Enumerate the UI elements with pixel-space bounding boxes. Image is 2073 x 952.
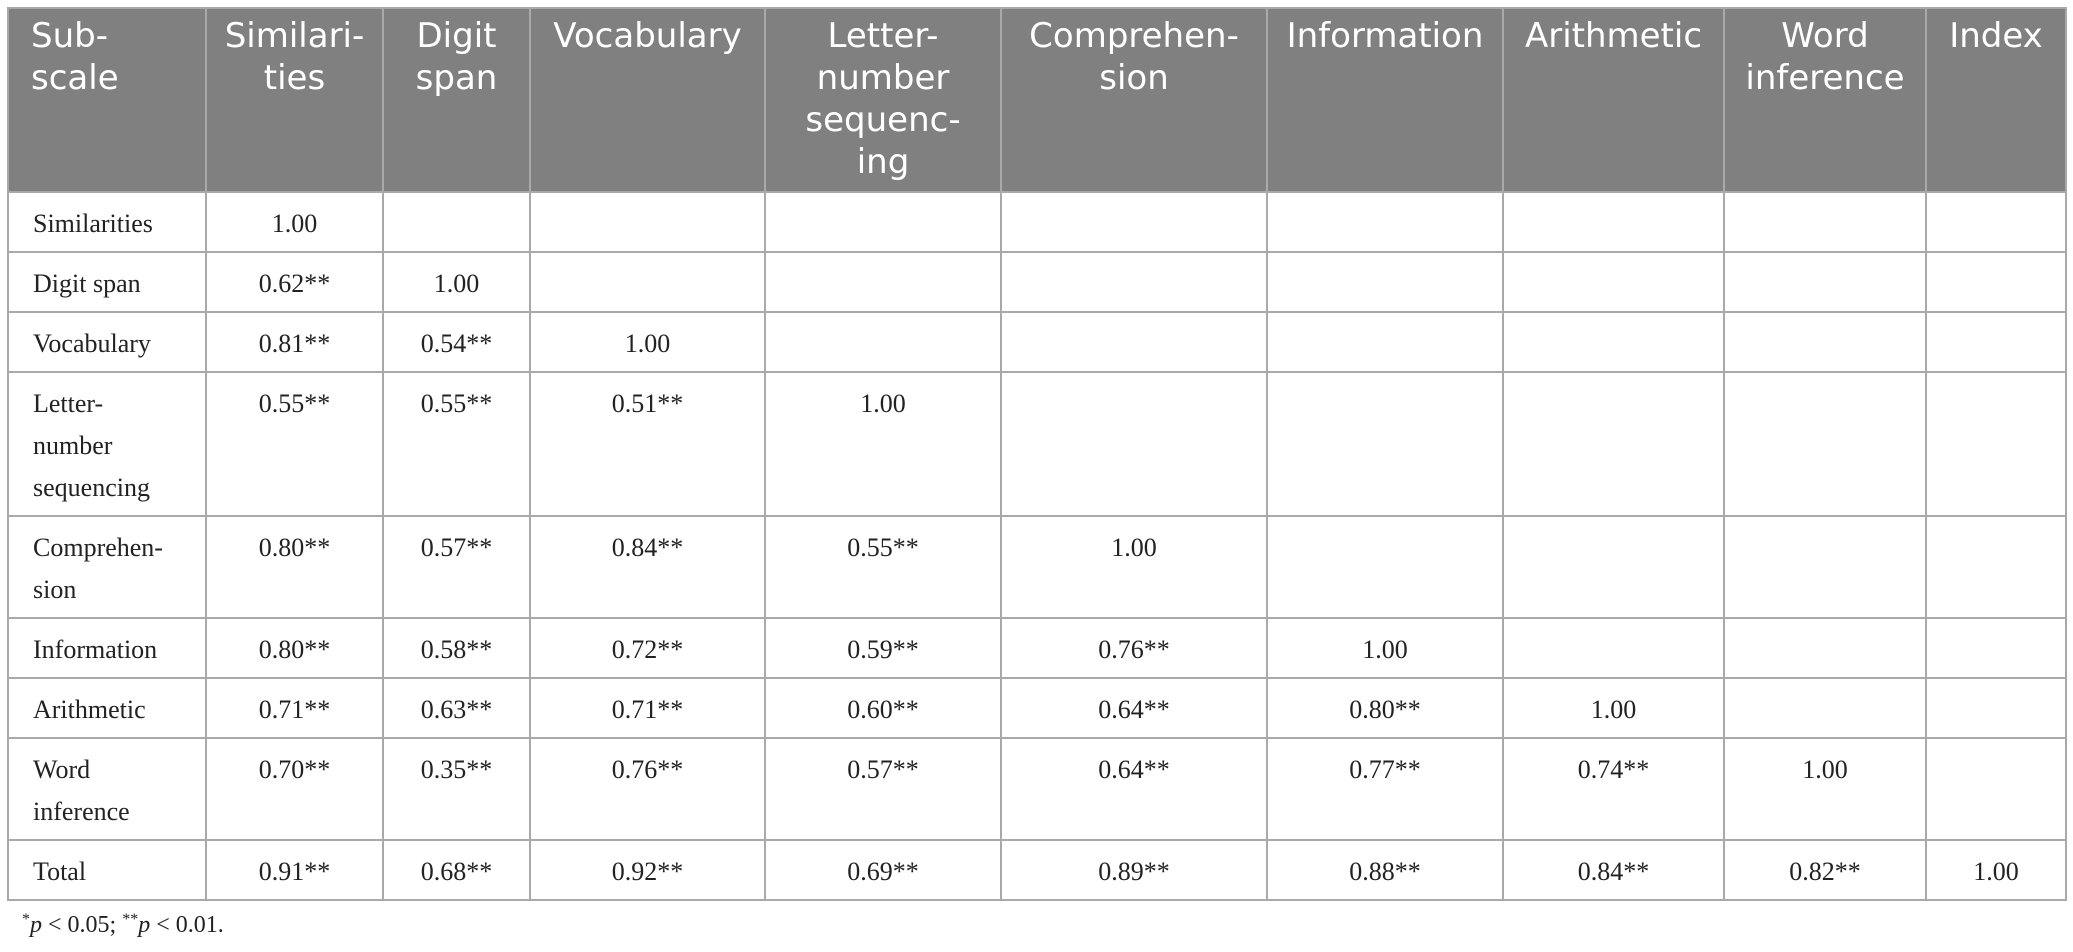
- table-cell: [1724, 516, 1926, 618]
- table-cell: 0.69**: [765, 840, 1001, 900]
- column-header: Vocabulary: [530, 8, 765, 192]
- table-cell: 1.00: [1267, 618, 1503, 678]
- table-cell: [765, 312, 1001, 372]
- column-header: Word inference: [1724, 8, 1926, 192]
- table-row: [8, 738, 2066, 840]
- table-cell: 0.62**: [206, 252, 383, 312]
- table-row: [8, 372, 2066, 516]
- table-cell: 0.76**: [530, 738, 765, 840]
- footnote-text-1: < 0.05;: [42, 912, 123, 938]
- table-cell: [1001, 192, 1267, 252]
- table-cell: [1267, 372, 1503, 516]
- row-label: Information: [8, 618, 206, 678]
- table-cell: 0.88**: [1267, 840, 1503, 900]
- row-label: Digit span: [8, 252, 206, 312]
- table-cell: 0.84**: [530, 516, 765, 618]
- table-cell: 0.84**: [1503, 840, 1724, 900]
- row-label: Arithmetic: [8, 678, 206, 738]
- table-cell: [1001, 252, 1267, 312]
- table-cell: 0.57**: [765, 738, 1001, 840]
- table-cell: 1.00: [1001, 516, 1267, 618]
- table-cell: 0.51**: [530, 372, 765, 516]
- table-cell: 0.81**: [206, 312, 383, 372]
- table-body: [8, 192, 2066, 900]
- table-cell: 1.00: [1926, 840, 2066, 900]
- table-cell: [1267, 516, 1503, 618]
- table-cell: [1724, 312, 1926, 372]
- table-cell: [1001, 312, 1267, 372]
- table-row: [8, 618, 2066, 678]
- table-cell: 0.60**: [765, 678, 1001, 738]
- table-cell: 1.00: [1724, 738, 1926, 840]
- table-row: [8, 312, 2066, 372]
- table-cell: [1926, 192, 2066, 252]
- column-header: Information: [1267, 8, 1503, 192]
- table-cell: [1926, 516, 2066, 618]
- table-cell: [1503, 252, 1724, 312]
- table-cell: [1503, 372, 1724, 516]
- table-cell: 0.77**: [1267, 738, 1503, 840]
- table-cell: 0.55**: [206, 372, 383, 516]
- table-cell: [1926, 252, 2066, 312]
- table-cell: [1926, 312, 2066, 372]
- table-cell: [383, 192, 530, 252]
- table-row: [8, 516, 2066, 618]
- table-cell: 0.92**: [530, 840, 765, 900]
- table-cell: [1724, 678, 1926, 738]
- row-label: Word inference: [8, 738, 206, 840]
- table-cell: 0.64**: [1001, 678, 1267, 738]
- table-cell: [1503, 192, 1724, 252]
- row-label: Similarities: [8, 192, 206, 252]
- correlation-table-container: [7, 7, 2065, 901]
- table-cell: [1926, 372, 2066, 516]
- table-cell: 0.68**: [383, 840, 530, 900]
- table-cell: [1001, 372, 1267, 516]
- table-cell: 0.58**: [383, 618, 530, 678]
- table-cell: [1926, 618, 2066, 678]
- table-cell: [1724, 252, 1926, 312]
- row-label: Letter- number sequencing: [8, 372, 206, 516]
- table-cell: [1267, 192, 1503, 252]
- table-cell: 0.57**: [383, 516, 530, 618]
- table-cell: 1.00: [383, 252, 530, 312]
- table-cell: [530, 192, 765, 252]
- table-cell: [765, 192, 1001, 252]
- table-cell: 0.63**: [383, 678, 530, 738]
- table-cell: 1.00: [206, 192, 383, 252]
- table-cell: 0.64**: [1001, 738, 1267, 840]
- table-cell: 0.74**: [1503, 738, 1724, 840]
- footnote: [22, 912, 224, 939]
- row-label: Total: [8, 840, 206, 900]
- table-cell: 0.82**: [1724, 840, 1926, 900]
- table-cell: 0.55**: [383, 372, 530, 516]
- column-header: Index: [1926, 8, 2066, 192]
- footnote-p-2: p: [138, 912, 151, 938]
- table-cell: 1.00: [1503, 678, 1724, 738]
- table-cell: [530, 252, 765, 312]
- table-cell: 1.00: [765, 372, 1001, 516]
- table-cell: [1267, 312, 1503, 372]
- table-cell: [1724, 192, 1926, 252]
- table-cell: 0.76**: [1001, 618, 1267, 678]
- table-cell: 0.89**: [1001, 840, 1267, 900]
- table-row: [8, 840, 2066, 900]
- table-cell: [1267, 252, 1503, 312]
- table-cell: [1503, 618, 1724, 678]
- footnote-star-double: **: [122, 911, 139, 928]
- table-cell: 0.59**: [765, 618, 1001, 678]
- footnote-star-single: *: [22, 911, 30, 928]
- table-cell: 0.71**: [206, 678, 383, 738]
- table-cell: 0.71**: [530, 678, 765, 738]
- column-header: Similari- ties: [206, 8, 383, 192]
- footnote-p-1: p: [30, 912, 42, 938]
- column-header: Digit span: [383, 8, 530, 192]
- table-cell: 0.91**: [206, 840, 383, 900]
- column-header: Sub- scale: [8, 8, 206, 192]
- table-cell: [1503, 312, 1724, 372]
- table-cell: [765, 252, 1001, 312]
- footnote-text-2: < 0.01.: [150, 912, 224, 938]
- table-cell: 0.35**: [383, 738, 530, 840]
- table-cell: 0.54**: [383, 312, 530, 372]
- table-cell: 0.55**: [765, 516, 1001, 618]
- table-cell: [1724, 372, 1926, 516]
- table-cell: [1503, 516, 1724, 618]
- table-row: [8, 678, 2066, 738]
- column-header: Arithmetic: [1503, 8, 1724, 192]
- table-cell: 0.80**: [206, 516, 383, 618]
- table-cell: 1.00: [530, 312, 765, 372]
- row-label: Comprehen- sion: [8, 516, 206, 618]
- table-cell: 0.80**: [1267, 678, 1503, 738]
- header-row: [8, 8, 2066, 192]
- column-header: Letter- number sequenc- ing: [765, 8, 1001, 192]
- table-cell: 0.72**: [530, 618, 765, 678]
- table-row: [8, 192, 2066, 252]
- table-cell: [1926, 678, 2066, 738]
- row-label: Vocabulary: [8, 312, 206, 372]
- table-row: [8, 252, 2066, 312]
- table-cell: 0.70**: [206, 738, 383, 840]
- table-cell: [1926, 738, 2066, 840]
- table-cell: 0.80**: [206, 618, 383, 678]
- column-header: Comprehen- sion: [1001, 8, 1267, 192]
- correlation-table: [7, 7, 2067, 901]
- table-cell: [1724, 618, 1926, 678]
